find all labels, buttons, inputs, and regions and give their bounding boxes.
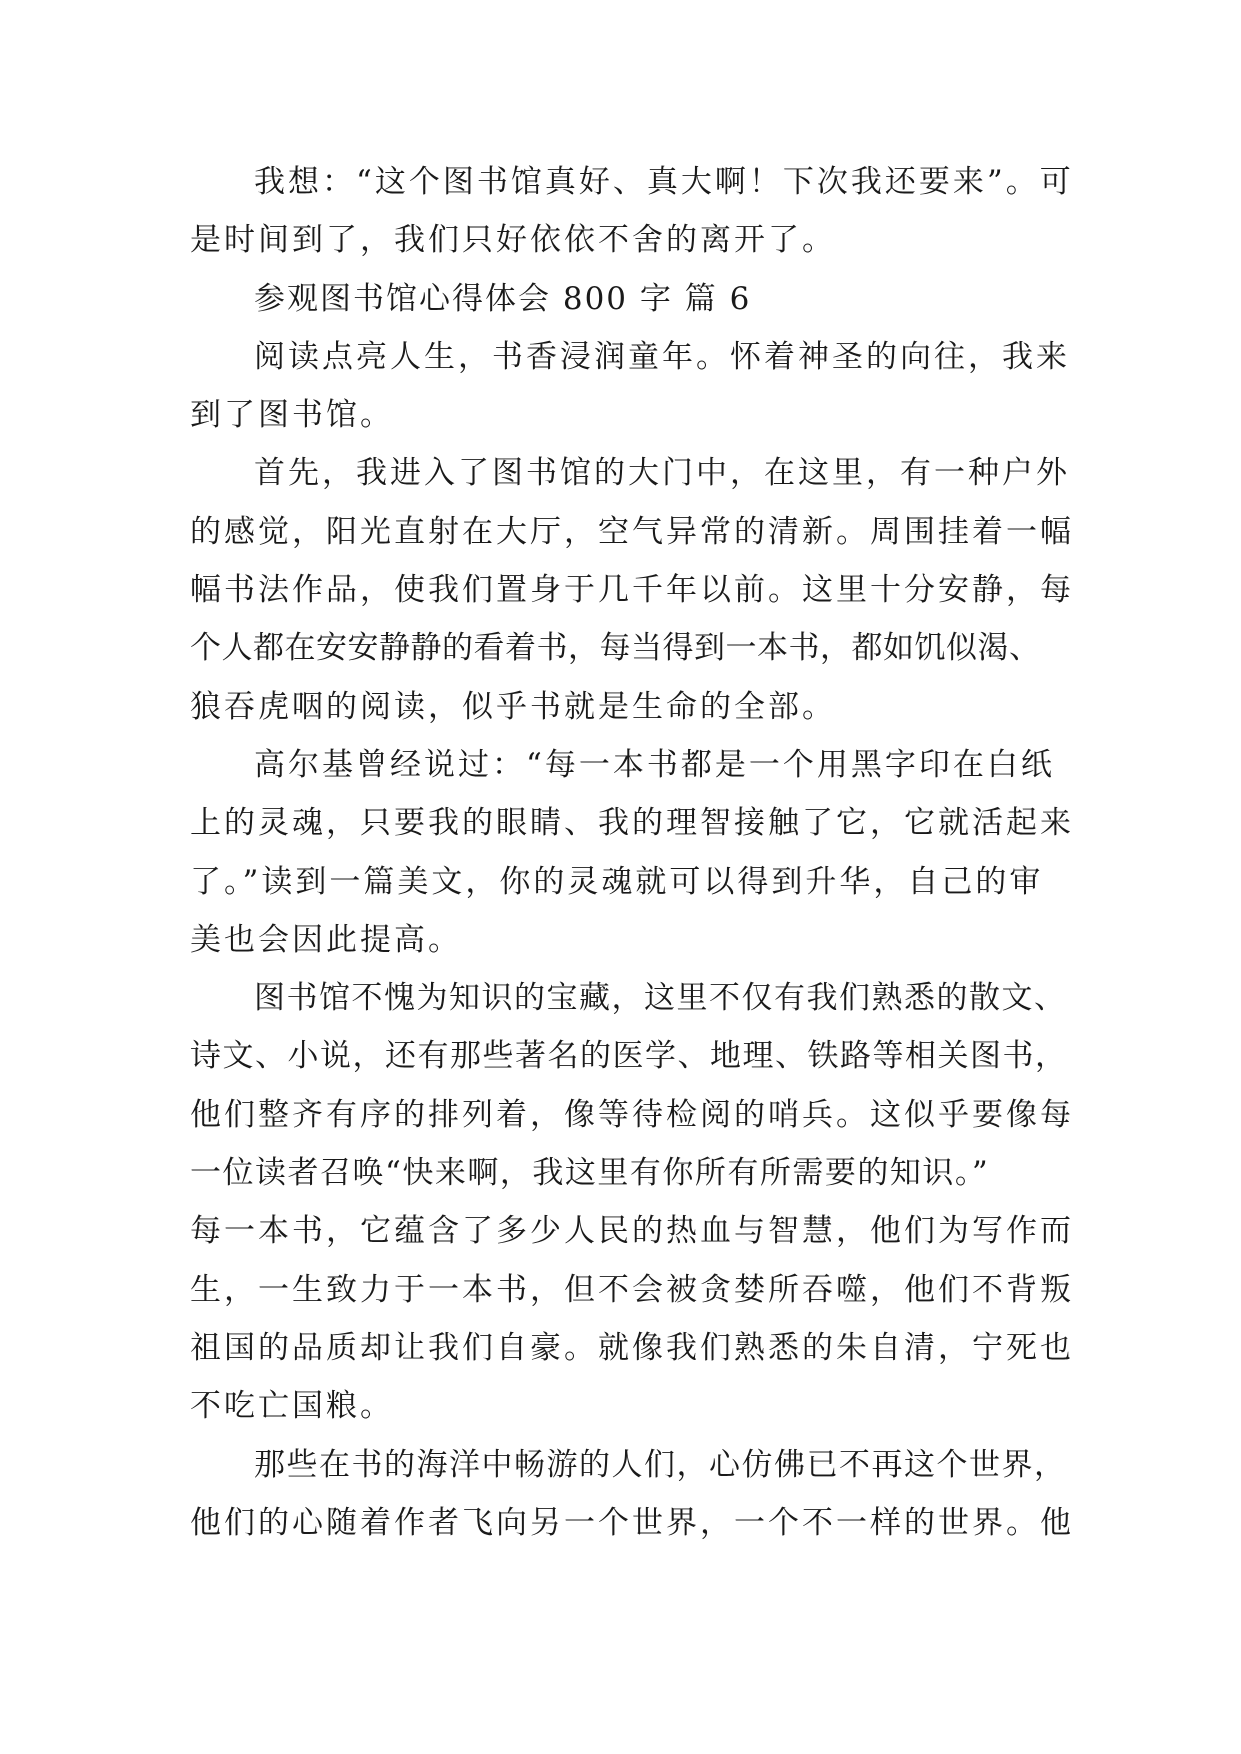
paragraph (190, 736, 1074, 969)
document-body (190, 153, 1074, 1552)
text-line: 幅书法作品，使我们置身于几千年以前。这里十分安静，每 (190, 572, 1074, 609)
text-line: 我想：“这个图书馆真好、真大啊！下次我还要来”。可 (254, 164, 1074, 200)
text-line: 图书馆不愧为知识的宝藏，这里不仅有我们熟悉的散文、 (254, 980, 1067, 1017)
text-line: 他们的心随着作者飞向另一个世界，一个不一样的世界。他 (190, 1504, 1074, 1541)
text-line: 美也会因此提高。 (190, 921, 462, 958)
paragraph (190, 328, 1070, 445)
text-line: 生，一生致力于一本书，但不会被贪婪所吞噬，他们不背叛 (190, 1271, 1074, 1308)
text-line: 首先，我进入了图书馆的大门中，在这里，有一种户外 (254, 455, 1070, 492)
text-line: 他们整齐有序的排列着，像等待检阅的哨兵。这似乎要像每 (190, 1096, 1074, 1133)
text-line: 祖国的品质却让我们自豪。就像我们熟悉的朱自清，宁死也 (190, 1329, 1074, 1366)
text-line: 那些在书的海洋中畅游的人们，心仿佛已不再这个世界， (254, 1446, 1067, 1483)
text-line: 的感觉，阳光直射在大厅，空气异常的清新。周围挂着一幅 (190, 513, 1074, 550)
text-line: 是时间到了，我们只好依依不舍的离开了。 (190, 222, 836, 259)
text-line: 不吃亡国粮。 (190, 1388, 394, 1425)
text-line: 上的灵魂，只要我的眼睛、我的理智接触了它，它就活起来 (190, 805, 1074, 842)
paragraph (190, 153, 1074, 270)
text-line: 个人都在安安静静的看着书，每当得到一本书，都如饥似渴、 (190, 630, 1041, 667)
text-line: 诗文、小说，还有那些著名的医学、地理、铁路等相关图书， (190, 1038, 1068, 1075)
text-line: 狼吞虎咽的阅读，似乎书就是生命的全部。 (190, 688, 836, 725)
text-line: 每一本书，它蕴含了多少人民的热血与智慧，他们为写作而 (190, 1213, 1074, 1250)
text-line: 阅读点亮人生，书香浸润童年。怀着神圣的向往，我来 (254, 338, 1070, 375)
paragraph (190, 1436, 1074, 1553)
text-line: 了。”读到一篇美文，你的灵魂就可以得到升华，自己的审 (190, 863, 1044, 900)
paragraph (190, 969, 1074, 1435)
text-line: 一位读者召唤“快来啊，我这里有你所有所需要的知识。” (190, 1155, 990, 1192)
text-line: 到了图书馆。 (190, 397, 394, 434)
text-line: 高尔基曾经说过：“每一本书都是一个用黑字印在白纸 (254, 746, 1055, 783)
paragraph (190, 444, 1074, 735)
section-heading: 参观图书馆心得体会 800 字 篇 6 (254, 280, 752, 317)
